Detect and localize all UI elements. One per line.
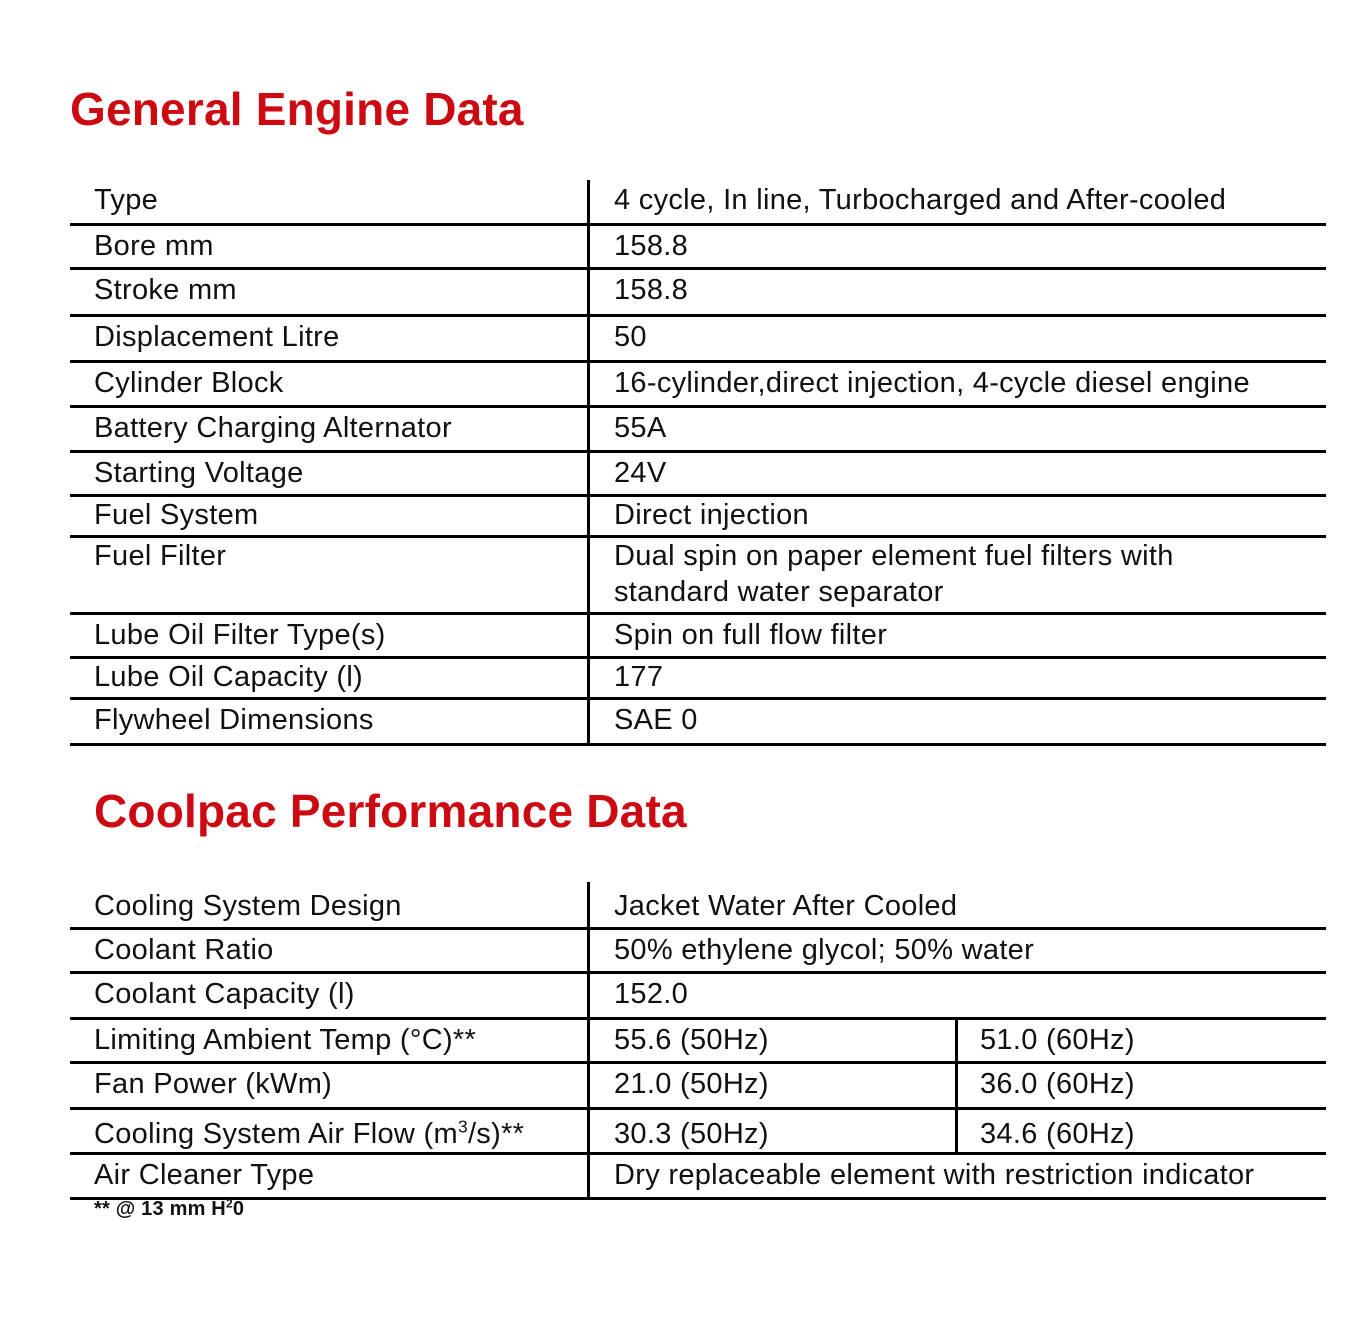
row-value: 50% ethylene glycol; 50% water: [587, 930, 1326, 971]
row-value-50hz: 55.6 (50Hz): [587, 1020, 955, 1061]
footnote-main: ** @ 13 mm H: [94, 1198, 226, 1220]
table-row: [70, 1020, 1326, 1064]
table-row: [70, 317, 1326, 363]
row-value-60hz: 51.0 (60Hz): [955, 1020, 1326, 1061]
row-value-60hz: 34.6 (60Hz): [955, 1110, 1326, 1152]
row-label-main: Cooling System Air Flow (m: [94, 1118, 458, 1150]
row-label: Stroke mm: [94, 274, 237, 306]
row-label: Coolant Ratio: [94, 934, 274, 966]
footnote-sup: 2: [225, 1196, 233, 1211]
table-row: [70, 700, 1326, 746]
row-label: Lube Oil Capacity (l): [94, 661, 364, 693]
table-row: [70, 538, 1326, 615]
table-row: [70, 408, 1326, 453]
row-label: Displacement Litre: [94, 321, 340, 353]
row-value: 24V: [587, 453, 1326, 494]
general-engine-data-table: [70, 180, 1326, 746]
general-engine-data-title: General Engine Data: [70, 83, 524, 135]
row-label: Bore mm: [94, 230, 214, 262]
row-label: Cooling System Design: [94, 890, 402, 922]
table-row: [70, 882, 1326, 930]
row-value: Dual spin on paper element fuel filters with standard water separator: [587, 538, 1326, 612]
table-row: [70, 453, 1326, 497]
coolpac-performance-data-table: [70, 882, 1326, 1200]
table-row: [70, 363, 1326, 408]
footnote-end: 0: [232, 1198, 245, 1220]
row-label-sup: 3: [457, 1116, 468, 1137]
row-label: Coolant Capacity (l): [94, 978, 355, 1010]
row-label: Type: [94, 184, 159, 216]
table-row: [70, 1155, 1326, 1200]
table-row: [70, 659, 1326, 700]
row-value: SAE 0: [587, 700, 1326, 743]
row-value: 50: [587, 317, 1326, 360]
table-row: [70, 615, 1326, 659]
coolpac-performance-data-title: Coolpac Performance Data: [94, 785, 687, 837]
row-value-50hz: 21.0 (50Hz): [587, 1064, 955, 1107]
row-value: Jacket Water After Cooled: [587, 882, 1326, 927]
row-label: Starting Voltage: [94, 457, 304, 489]
row-label: Fuel System: [94, 499, 259, 531]
row-value: 177: [587, 659, 1326, 697]
row-label: Cylinder Block: [94, 367, 284, 399]
table-row: [70, 930, 1326, 974]
table-row: [70, 497, 1326, 538]
row-value: 152.0: [587, 974, 1326, 1017]
row-value: 55A: [587, 408, 1326, 450]
row-label: Fan Power (kWm): [94, 1068, 333, 1100]
row-label: Lube Oil Filter Type(s): [94, 619, 386, 651]
table-row: [70, 974, 1326, 1020]
row-value: 4 cycle, In line, Turbocharged and After-cooled: [587, 180, 1326, 223]
row-label: Battery Charging Alternator: [94, 412, 452, 444]
row-value-60hz: 36.0 (60Hz): [955, 1064, 1326, 1107]
row-value: Spin on full flow filter: [587, 615, 1326, 656]
footnote: [94, 1198, 244, 1221]
row-value: 158.8: [587, 270, 1326, 314]
row-label-end: /s)**: [467, 1118, 525, 1150]
table-row: [70, 270, 1326, 317]
row-value: Direct injection: [587, 497, 1326, 535]
row-label: [70, 1110, 587, 1152]
table-row: [70, 180, 1326, 226]
table-row: [70, 1110, 1326, 1155]
row-value: Dry replaceable element with restriction indicator: [587, 1155, 1326, 1197]
table-row: [70, 1064, 1326, 1110]
table-row: [70, 226, 1326, 270]
row-value: 16-cylinder,direct injection, 4-cycle diesel engine: [587, 363, 1326, 405]
row-label: Fuel Filter: [94, 540, 227, 572]
row-label: Limiting Ambient Temp (°C)**: [94, 1024, 477, 1056]
row-value: 158.8: [587, 226, 1326, 267]
row-label: Flywheel Dimensions: [94, 704, 374, 736]
row-value-50hz: 30.3 (50Hz): [587, 1110, 955, 1152]
row-label: Air Cleaner Type: [94, 1159, 315, 1191]
